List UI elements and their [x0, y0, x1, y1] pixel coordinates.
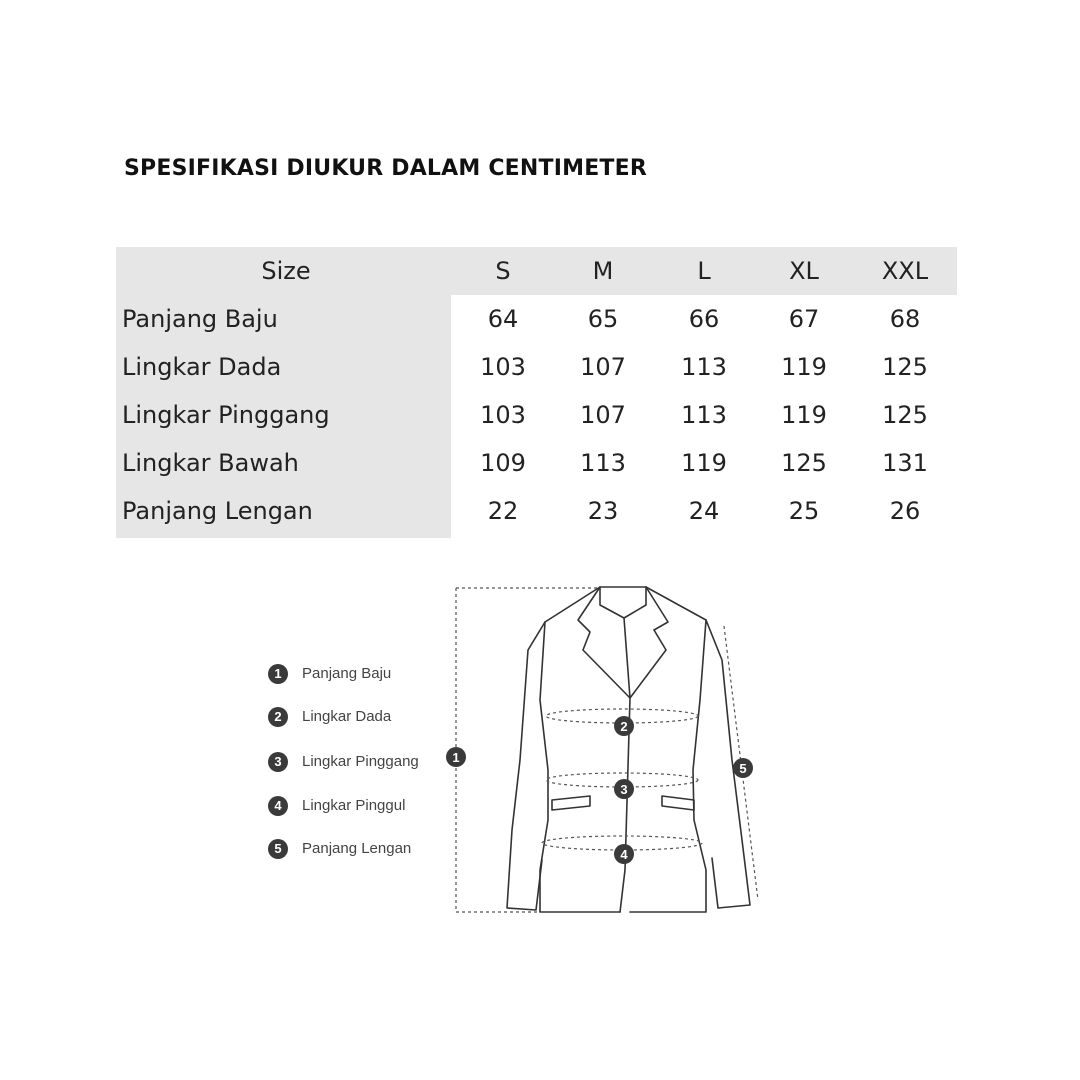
row-label-lingkar-pinggang: Lingkar Pinggang	[122, 401, 330, 429]
table-cell: 68	[889, 305, 921, 333]
table-cell: 67	[788, 305, 820, 333]
svg-text:2: 2	[620, 719, 628, 734]
size-col-xxl: XXL	[881, 257, 929, 285]
table-cell: 119	[781, 401, 827, 429]
table-cell: 65	[587, 305, 619, 333]
table-cell: 113	[681, 353, 727, 381]
table-cell: 119	[781, 353, 827, 381]
table-cell: 103	[480, 401, 526, 429]
marker-1-icon: 1	[268, 664, 288, 684]
table-cell: 24	[688, 497, 720, 525]
row-label-lingkar-dada: Lingkar Dada	[122, 353, 282, 381]
diagram-marker-3-icon	[614, 779, 634, 799]
table-cell: 131	[882, 449, 928, 477]
marker-2-icon: 2	[268, 707, 288, 727]
marker-5-icon: 5	[268, 839, 288, 859]
table-cell: 119	[681, 449, 727, 477]
left-sleeve	[507, 622, 545, 910]
svg-text:3: 3	[620, 782, 628, 797]
table-cell: 103	[480, 353, 526, 381]
table-cell: 107	[580, 353, 626, 381]
left-lapel	[578, 587, 630, 698]
legend-label: Lingkar Pinggul	[302, 797, 406, 814]
legend-label: Lingkar Dada	[302, 708, 392, 725]
legend-label: Panjang Baju	[302, 665, 392, 682]
table-cell: 109	[480, 449, 526, 477]
marker-3-icon: 3	[268, 752, 288, 772]
diagram-marker-4-icon	[614, 844, 634, 864]
left-pocket	[552, 796, 590, 810]
blazer-diagram	[262, 575, 782, 925]
svg-text:1: 1	[452, 750, 460, 765]
table-cell: 25	[788, 497, 820, 525]
legend-label: Panjang Lengan	[302, 840, 412, 857]
page-title: SPESIFIKASI DIUKUR DALAM CENTIMETER	[124, 156, 648, 181]
diagram-marker-1-icon	[446, 747, 466, 767]
table-cell: 113	[580, 449, 626, 477]
table-cell: 26	[889, 497, 921, 525]
legend-label: Lingkar Pinggang	[302, 753, 419, 770]
table-cell: 125	[882, 401, 928, 429]
table-cell: 66	[688, 305, 720, 333]
right-lapel	[630, 587, 668, 698]
row-label-lingkar-bawah: Lingkar Bawah	[122, 449, 299, 477]
collar-outline	[600, 587, 646, 618]
table-cell: 64	[487, 305, 519, 333]
diagram-marker-2-icon	[614, 716, 634, 736]
svg-text:5: 5	[739, 761, 747, 776]
table-cell: 113	[681, 401, 727, 429]
size-header-label: Size	[261, 257, 311, 285]
size-col-xl: XL	[789, 257, 819, 285]
size-col-m: M	[592, 257, 614, 285]
size-col-l: L	[697, 257, 711, 285]
table-cell: 23	[587, 497, 619, 525]
table-cell: 22	[487, 497, 519, 525]
table-cell: 125	[882, 353, 928, 381]
table-cell: 107	[580, 401, 626, 429]
table-cell: 125	[781, 449, 827, 477]
size-col-s: S	[495, 257, 511, 285]
size-table	[116, 247, 957, 538]
diagram-marker-5-icon	[733, 758, 753, 778]
marker-4-icon: 4	[268, 796, 288, 816]
row-label-panjang-lengan: Panjang Lengan	[122, 497, 313, 525]
body-right	[630, 587, 706, 912]
body-left	[540, 587, 620, 912]
svg-text:4: 4	[620, 847, 628, 862]
right-pocket	[662, 796, 694, 810]
row-label-panjang-baju: Panjang Baju	[122, 305, 278, 333]
